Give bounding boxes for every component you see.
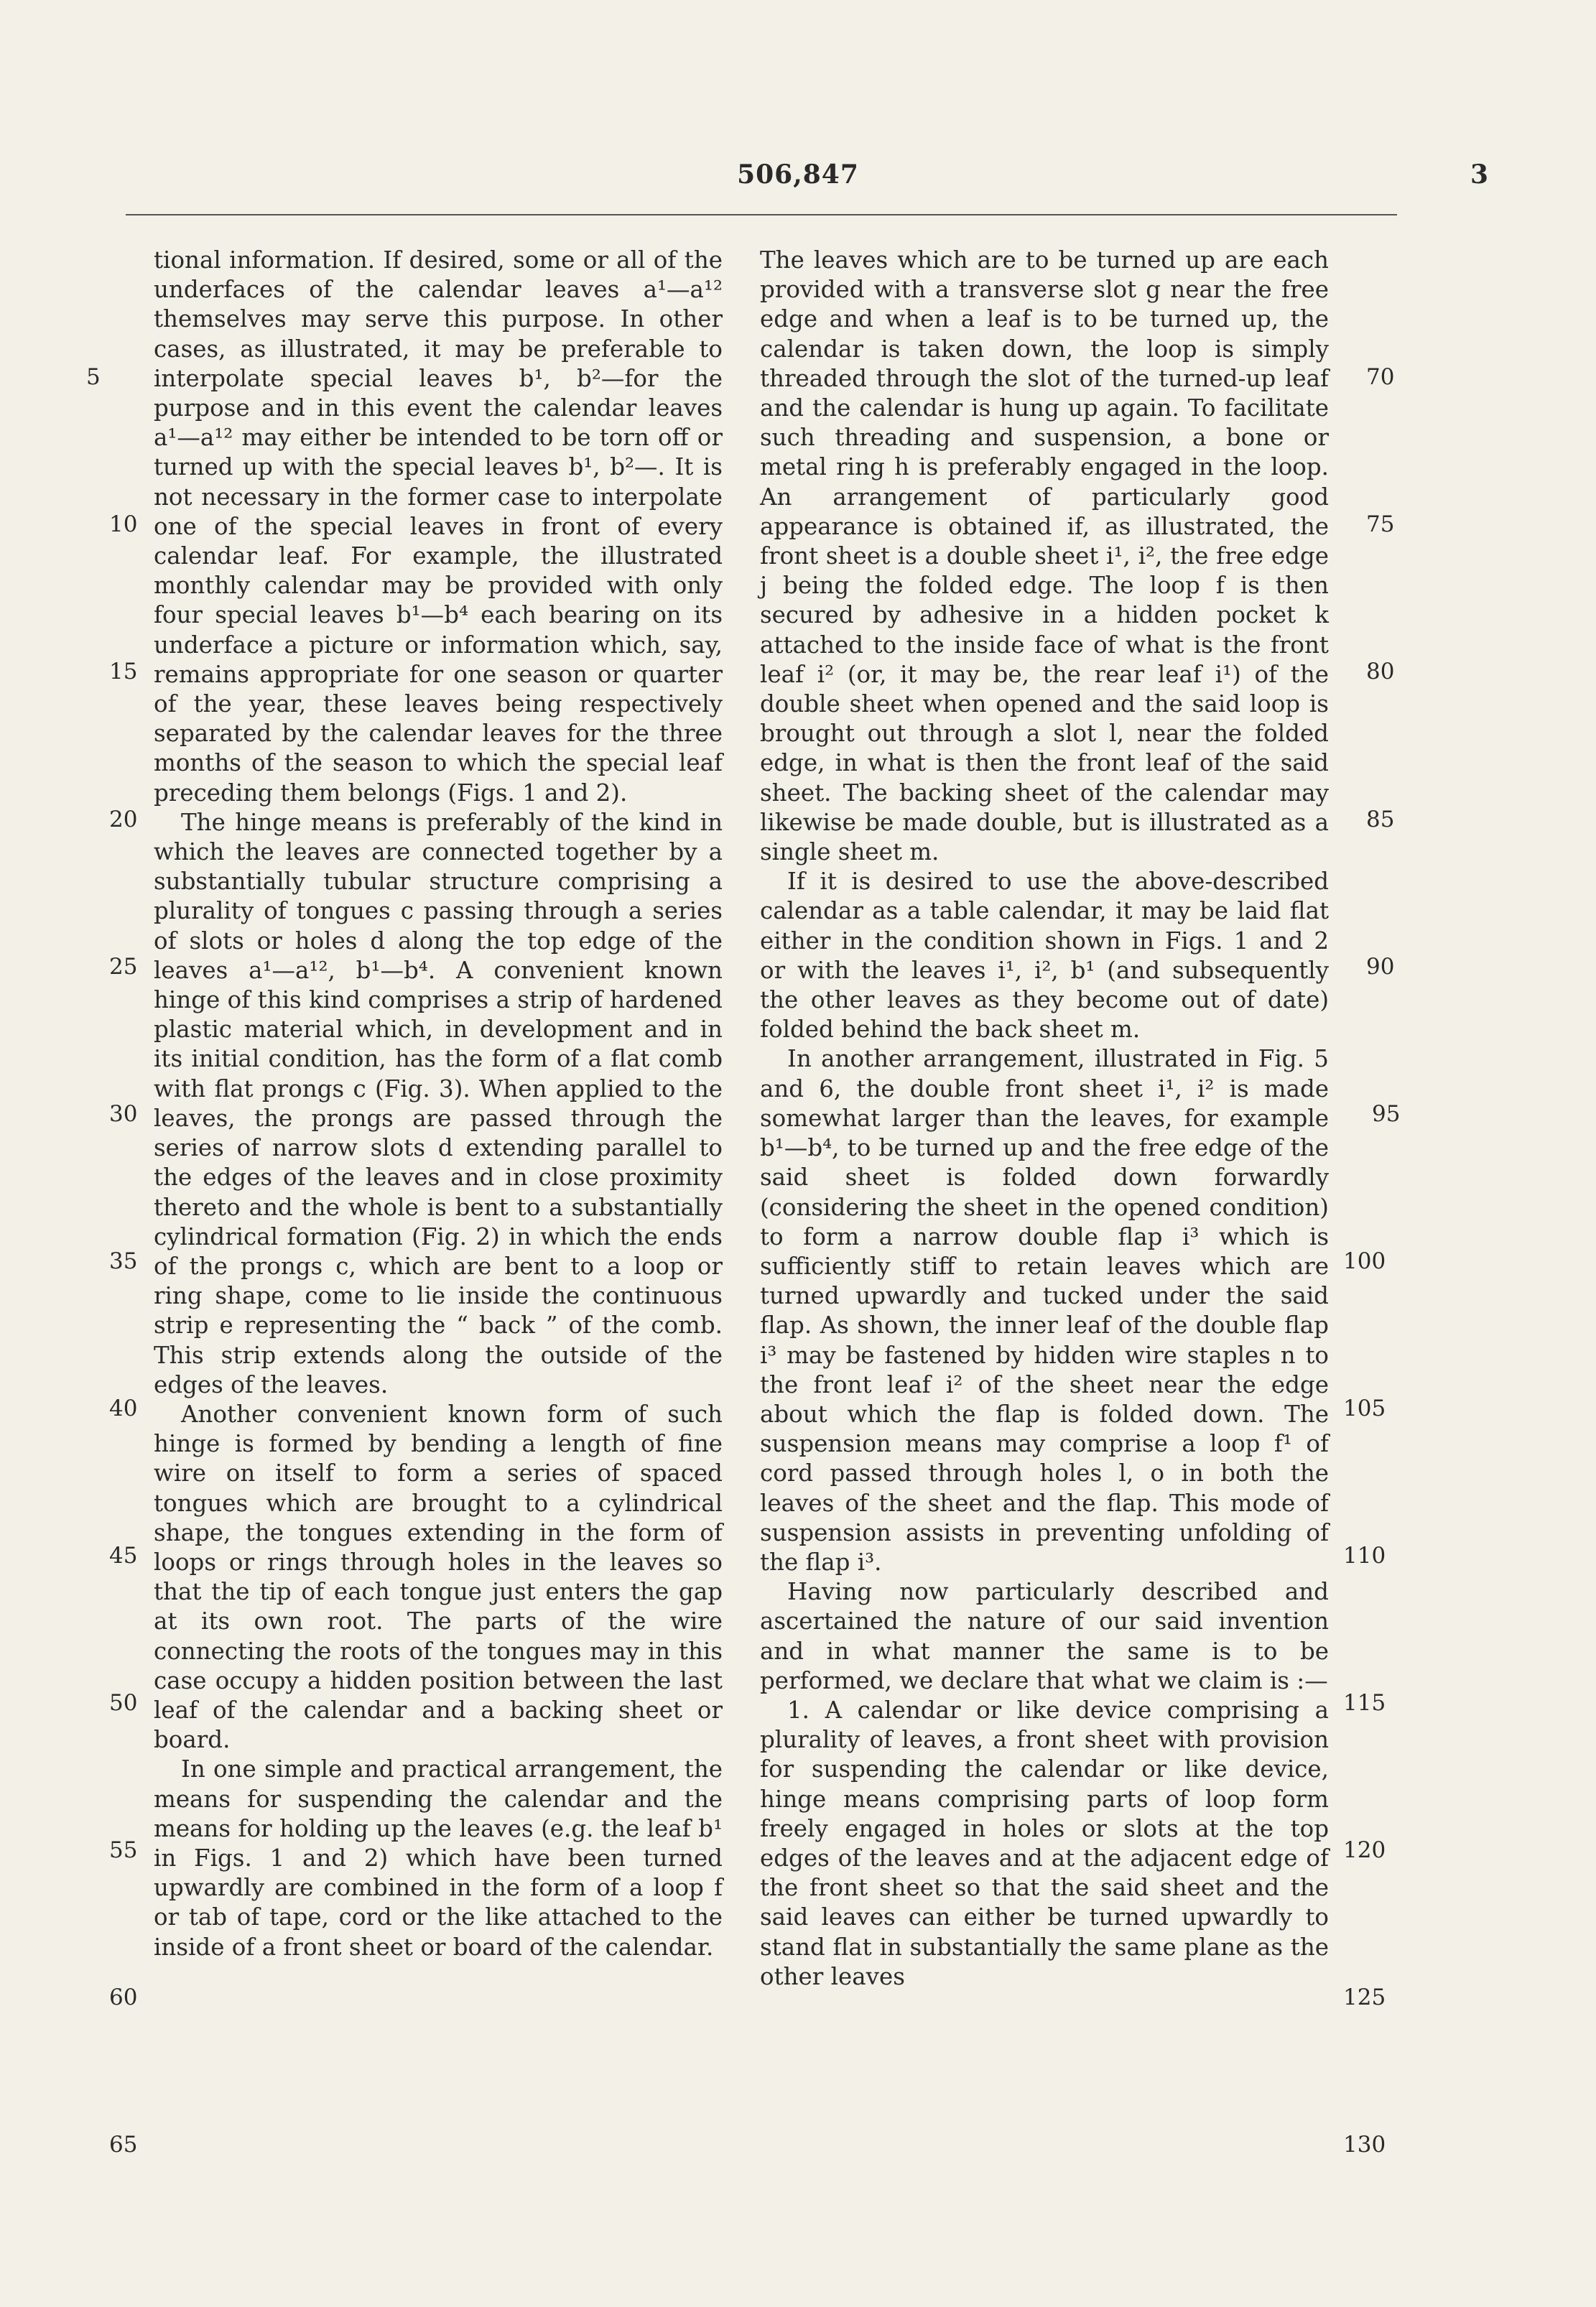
line-number: 75 <box>1366 511 1395 537</box>
line-number: 20 <box>109 807 138 832</box>
paragraph: The leaves which are to be turned up are each provided with a transverse slot g near the free edge and when a leaf is to be turned up, the calendar is taken down, the loop is simply threaded through the slot of the turned-up leaf and the calendar is hung up again. To facilitate such threading and suspension, a bone or metal ring h is preferably engaged in the loop. An arrangement of particularly good appearance is obtained if, as illustrated, the front sheet is a double sheet i¹, i², the free edge j being the folded edge. The loop f is then secured by adhesive in a hidden pocket k attached to the inside face of what is the front leaf i² (or, it may be, the rear leaf i¹) of the double sheet when opened and the said loop is brought out through a slot l, near the folded edge, in what is then the front leaf of the said sheet. The backing sheet of the calendar may likewise be made double, but is illustrated as a single sheet m. <box>760 246 1329 866</box>
line-number: 100 <box>1343 1248 1386 1274</box>
line-number: 40 <box>109 1396 138 1421</box>
line-number: 110 <box>1343 1543 1386 1569</box>
patent-number: 506,847 <box>737 159 859 190</box>
page-index: 3 <box>1470 159 1488 190</box>
right-text-column <box>760 246 1329 1992</box>
line-number: 130 <box>1343 2132 1386 2158</box>
line-number: 35 <box>109 1248 138 1274</box>
paragraph: The hinge means is preferably of the kind in which the leaves are connected together by a substantially tubular structure comprising a plurality of tongues c passing through a series of slots or holes d along the top edge of the leaves a¹—a¹², b¹—b⁴. A convenient known hinge of this kind comprises a strip of hardened plastic material which, in development and in its initial condition, has the form of a flat comb with flat prongs c (Fig. 3). When applied to the leaves, the prongs are passed through the series of narrow slots d extending parallel to the edges of the leaves and in close proximity thereto and the whole is bent to a substantially cylindrical formation (Fig. 2) in which the ends of the prongs c, which are bent to a loop or ring shape, come to lie inside the continuous strip e representing the “ back ” of the comb. This strip extends along the outside of the edges of the leaves. <box>154 808 723 1398</box>
claim-paragraph: 1. A calendar or like device comprising a plurality of leaves, a front sheet with provision for suspending the calendar or like device, hinge means comprising parts of loop form freely engaged in holes or slots at the top edges of the leaves and at the adjacent edge of the front sheet so that the said sheet and the said leaves can either be turned upwardly to stand flat in substantially the same plane as the other leaves <box>760 1696 1329 1990</box>
paragraph: In another arrangement, illustrated in Fig. 5 and 6, the double front sheet i¹, i² is made somewhat larger than the leaves, for example b¹—b⁴, to be turned up and the free edge of the said sheet is folded down forwardly (considering the sheet in the opened condition) to form a narrow double flap i³ which is sufficiently stiff to retain leaves which are turned upwardly and tucked under the said flap. As shown, the inner leaf of the double flap i³ may be fastened by hidden wire staples n to the front leaf i² of the sheet near the edge about which the flap is folded down. The suspension means may comprise a loop f¹ of cord passed through holes l, o in both the leaves of the sheet and the flap. This mode of suspension assists in preventing unfolding of the flap i³. <box>760 1045 1329 1576</box>
header-rule <box>126 214 1397 215</box>
line-number: 105 <box>1343 1396 1386 1421</box>
line-number: 10 <box>109 511 138 537</box>
line-number: 45 <box>109 1543 138 1569</box>
line-number: 60 <box>109 1985 138 2010</box>
line-number: 125 <box>1343 1985 1386 2010</box>
line-number: 120 <box>1343 1837 1386 1863</box>
line-number: 115 <box>1343 1690 1386 1716</box>
paragraph: Having now particularly described and ascertained the nature of our said invention and in what manner the same is to be performed, we declare that what we claim is :— <box>760 1578 1329 1694</box>
line-number: 5 <box>86 364 101 390</box>
line-number: 15 <box>109 659 138 684</box>
paragraph: tional information. If desired, some or all of the underfaces of the calendar leaves a¹—a¹² themselves may serve this purpose. In other cases, as illustrated, it may be preferable to interpolate special leaves b¹, b²—for the purpose and in this event the calendar leaves a¹—a¹² may either be intended to be torn off or turned up with the special leaves b¹, b²—. It is not necessary in the former case to interpolate one of the special leaves in front of every calendar leaf. For example, the illustrated monthly calendar may be provided with only four special leaves b¹—b⁴ each bearing on its underface a picture or information which, say, remains appropriate for one season or quarter of the year, these leaves being respectively separated by the calendar leaves for the three months of the season to which the special leaf preceding them belongs (Figs. 1 and 2). <box>154 246 723 807</box>
paragraph: If it is desired to use the above-described calendar as a table calendar, it may be laid flat either in the condition shown in Figs. 1 and 2 or with the leaves i¹, i², b¹ (and subsequently the other leaves as they become out of date) folded behind the back sheet m. <box>760 868 1329 1044</box>
line-number: 55 <box>109 1837 138 1863</box>
line-number: 65 <box>109 2132 138 2158</box>
paragraph: In one simple and practical arrangement, the means for suspending the calendar and the means for holding up the leaves (e.g. the leaf b¹ in Figs. 1 and 2) which have been turned upwardly are combined in the form of a loop f or tab of tape, cord or the like attached to the inside of a front sheet or board of the calendar. <box>154 1755 723 1961</box>
line-number: 50 <box>109 1690 138 1716</box>
paragraph: Another convenient known form of such hinge is formed by bending a length of fine wire on itself to form a series of spaced tongues which are brought to a cylindrical shape, the tongues extending in the form of loops or rings through holes in the leaves so that the tip of each tongue just enters the gap at its own root. The parts of the wire connecting the roots of the tongues may in this case occupy a hidden position between the last leaf of the calendar and a backing sheet or board. <box>154 1400 723 1754</box>
line-number: 70 <box>1366 364 1395 390</box>
line-number: 25 <box>109 954 138 980</box>
line-number: 95 <box>1372 1101 1401 1127</box>
line-number: 90 <box>1366 954 1395 980</box>
line-number: 85 <box>1366 807 1395 832</box>
line-number: 80 <box>1366 659 1395 684</box>
line-number: 30 <box>109 1101 138 1127</box>
left-text-column <box>154 246 723 1962</box>
